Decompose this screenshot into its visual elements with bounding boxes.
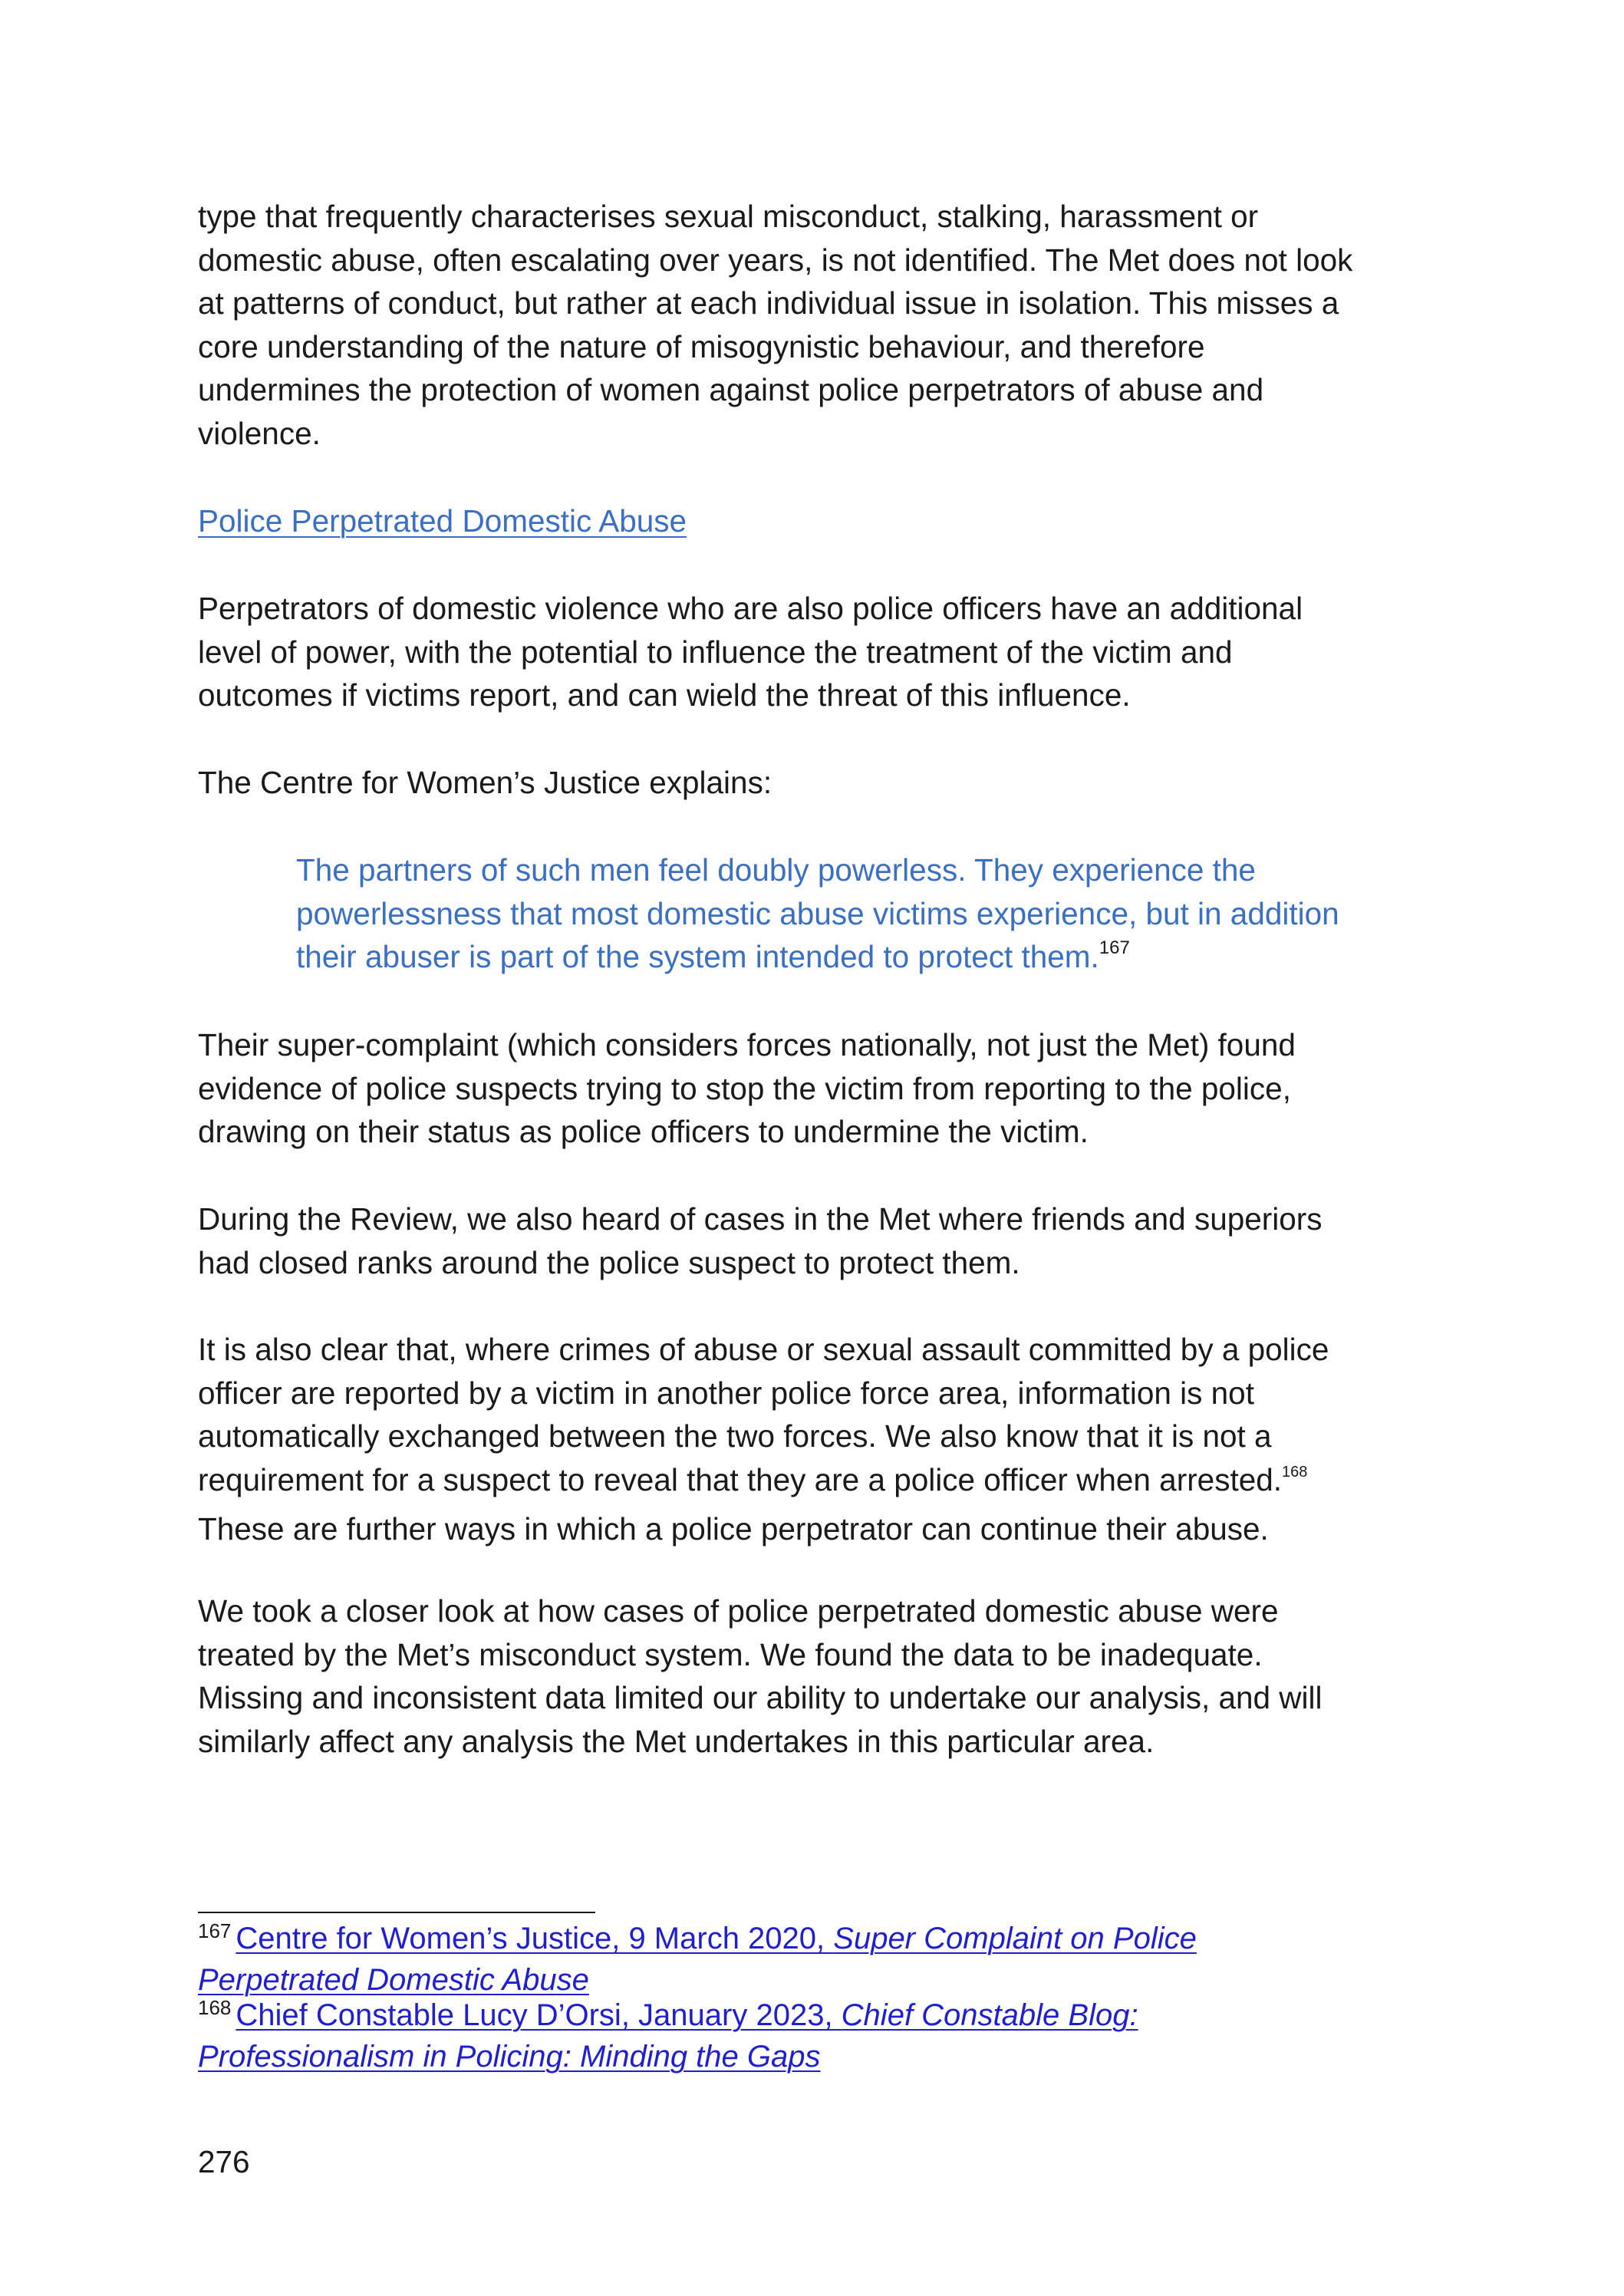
text-line: undermines the protection of women against police perpetrators of abuse and	[198, 372, 1264, 407]
text-line: domestic abuse, often escalating over years, is not identified. The Met does not look	[198, 242, 1353, 278]
text-line: had closed ranks around the police suspect to protect them.	[198, 1244, 1020, 1280]
footnote-167	[198, 1919, 1441, 1999]
footnote-number: 168	[198, 1996, 232, 2019]
block-quote	[296, 848, 1439, 984]
footnote-link-168[interactable]	[236, 1998, 1138, 2032]
footnote-link-title[interactable]: Super Complaint on Police	[833, 1922, 1197, 1955]
paragraph-super-complaint	[198, 1023, 1441, 1154]
footnote-link-167[interactable]	[236, 1922, 1196, 1955]
text-line: During the Review, we also heard of cases in the Met where friends and superiors	[198, 1201, 1323, 1237]
text-line: similarly affect any analysis the Met undertakes in this particular area.	[198, 1723, 1155, 1759]
quote-line-text: their abuser is part of the system intended to protect them.	[296, 939, 1099, 974]
text-line: Their super-complaint (which considers forces nationally, not just the Met) found	[198, 1027, 1296, 1062]
text-line: automatically exchanged between the two forces. We also know that it is not a	[198, 1418, 1272, 1454]
text-line: The Centre for Women’s Justice explains:	[198, 765, 772, 800]
page-number: 276	[198, 2144, 250, 2179]
footnote-number: 167	[198, 1919, 232, 1942]
text-line: drawing on their status as police officers to undermine the victim.	[198, 1114, 1089, 1149]
footnote-link-168-continued[interactable]	[198, 2040, 821, 2074]
paragraph-additional-power	[198, 587, 1441, 717]
footnote-168	[198, 1996, 1441, 2076]
quote-line	[296, 935, 1439, 984]
text-line: Missing and inconsistent data limited our ability to undertake our analysis, and will	[198, 1680, 1323, 1715]
quote-line: The partners of such men feel doubly powerless. They experience the	[296, 852, 1256, 888]
text-line	[198, 1458, 1441, 1508]
text-line: treated by the Met’s misconduct system. We found the data to be inadequate.	[198, 1636, 1263, 1672]
footnote-line	[198, 2037, 1441, 2076]
text-line: violence.	[198, 415, 321, 451]
footnote-link-text[interactable]: Centre for Women’s Justice, 9 March 2020,	[236, 1922, 834, 1955]
text-line: It is also clear that, where crimes of abuse or sexual assault committed by a police	[198, 1332, 1329, 1367]
text-line: outcomes if victims report, and can wield the threat of this influence.	[198, 677, 1131, 713]
footnote-link-text[interactable]: Chief Constable Lucy D’Orsi, January 2023,	[236, 1998, 842, 2032]
paragraph-data-inadequate	[198, 1589, 1441, 1763]
paragraph-misconduct-patterns	[198, 195, 1441, 455]
section-heading-text[interactable]: Police Perpetrated Domestic Abuse	[198, 503, 687, 539]
text-line: These are further ways in which a police perpetrator can continue their abuse.	[198, 1511, 1269, 1547]
text-line: evidence of police suspects trying to stop the victim from reporting to the police,	[198, 1070, 1291, 1106]
footnote-line	[198, 1996, 1441, 2037]
text-line: type that frequently characterises sexual misconduct, stalking, harassment or	[198, 199, 1259, 234]
section-heading[interactable]	[198, 499, 1441, 543]
footnote-line	[198, 1961, 1441, 1999]
paragraph-closed-ranks	[198, 1197, 1441, 1284]
text-line: core understanding of the nature of misogynistic behaviour, and therefore	[198, 328, 1205, 364]
text-line: Perpetrators of domestic violence who are also police officers have an additional	[198, 591, 1303, 626]
footnote-link-title[interactable]: Chief Constable Blog:	[841, 1998, 1138, 2032]
footnote-ref-168[interactable]: 168	[1282, 1463, 1308, 1481]
text-line: at patterns of conduct, but rather at each individual issue in isolation. This misses a	[198, 285, 1339, 321]
text-line: officer are reported by a victim in another police force area, information is not	[198, 1375, 1254, 1411]
text-line: level of power, with the potential to influence the treatment of the victim and	[198, 634, 1233, 670]
paragraph-cwj-explains	[198, 761, 1441, 805]
text-line-content: requirement for a suspect to reveal that they are a police officer when arrested.	[198, 1461, 1283, 1497]
paragraph-information-exchange	[198, 1328, 1441, 1551]
text-line: We took a closer look at how cases of police perpetrated domestic abuse were	[198, 1593, 1279, 1629]
footnote-link-title[interactable]: Professionalism in Policing: Minding the Gaps	[198, 2040, 821, 2074]
footnote-link-title[interactable]: Perpetrated Domestic Abuse	[198, 1963, 589, 1997]
quote-line: powerlessness that most domestic abuse victims experience, but in addition	[296, 895, 1339, 931]
footnote-line	[198, 1919, 1441, 1961]
footnote-link-167-continued[interactable]	[198, 1963, 589, 1997]
footnote-ref-167[interactable]: 167	[1099, 937, 1130, 958]
footnote-separator	[198, 1912, 595, 1913]
